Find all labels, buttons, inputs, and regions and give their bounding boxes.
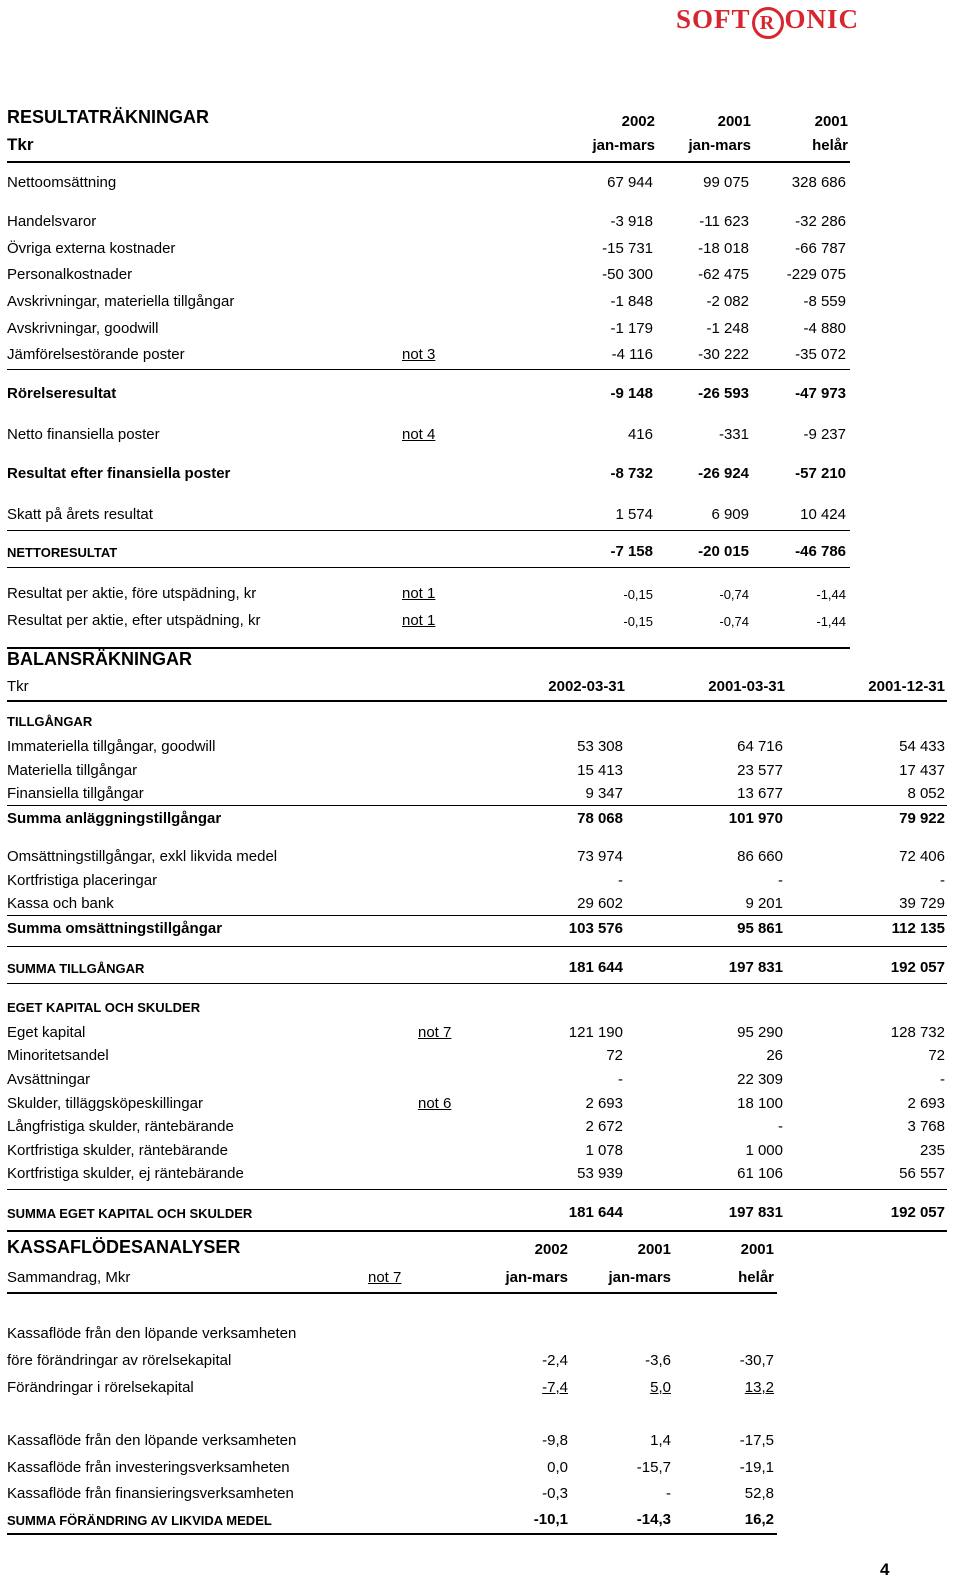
row-value: 64 716: [737, 738, 783, 755]
cashflow-header-rule: [7, 1292, 777, 1294]
row-value: -: [940, 872, 945, 889]
row-value: 54 433: [899, 738, 945, 755]
row-value: 17 437: [899, 762, 945, 779]
row-value: 3 768: [907, 1118, 945, 1135]
row-value: 9 347: [585, 785, 623, 802]
row-label: Skulder, tilläggsköpeskillingar: [7, 1095, 203, 1112]
row-label: Kassaflöde från den löpande verksamheten: [7, 1432, 297, 1449]
row-value: -26 593: [698, 385, 749, 402]
row-value: 26: [766, 1047, 783, 1064]
row-value: -18 018: [698, 240, 749, 257]
row-label: Rörelseresultat: [7, 385, 117, 402]
row-value: -1 848: [610, 293, 653, 310]
row-value: -26 924: [698, 465, 749, 482]
row-label: Avskrivningar, materiella tillgångar: [7, 293, 235, 310]
balance-rule: [7, 915, 947, 916]
row-value: 0,0: [547, 1459, 568, 1476]
row-label: Kortfristiga placeringar: [7, 872, 158, 889]
row-label: före förändringar av rörelsekapital: [7, 1352, 232, 1369]
row-label: SUMMA EGET KAPITAL OCH SKULDER: [7, 1206, 253, 1221]
row-value: 53 939: [577, 1165, 623, 1182]
row-value: 5,0: [650, 1379, 671, 1396]
row-value: -17,5: [739, 1432, 774, 1449]
logo-text-left: SOFT: [676, 4, 751, 34]
note-link-4[interactable]: not 4: [402, 426, 436, 443]
cashflow-col2-year: 2001: [637, 1241, 671, 1258]
row-value: -0,15: [623, 614, 653, 629]
row-label: Materiella tillgångar: [7, 762, 138, 779]
row-value: 103 576: [568, 920, 623, 937]
row-label: Immateriella tillgångar, goodwill: [7, 738, 216, 755]
row-value: -7,4: [542, 1379, 568, 1396]
income-title: RESULTATRÄKNINGAR: [7, 107, 209, 127]
income-col1-year: 2002: [621, 113, 655, 130]
row-label: Summa omsättningstillgångar: [7, 920, 223, 937]
row-label: Finansiella tillgångar: [7, 785, 144, 802]
row-value: 1 574: [615, 506, 653, 523]
row-value: -4 116: [611, 346, 653, 363]
row-value: -47 973: [795, 385, 846, 402]
row-label: Resultat per aktie, före utspädning, kr: [7, 585, 257, 602]
balance-rule: [7, 805, 947, 806]
row-value: -1 248: [706, 320, 749, 337]
cashflow-row-heading: Kassaflöde från den löpande verksamheten: [7, 1325, 297, 1342]
row-value: 197 831: [728, 1204, 783, 1221]
cashflow-col1-year: 2002: [534, 1241, 568, 1258]
row-label: Kortfristiga skulder, ej räntebärande: [7, 1165, 244, 1182]
row-label: Skatt på årets resultat: [7, 506, 153, 523]
note-link-1[interactable]: not 1: [402, 612, 436, 629]
row-value: 181 644: [568, 959, 623, 976]
row-value: -: [778, 872, 783, 889]
income-col1-period: jan-mars: [592, 137, 655, 154]
row-value: -229 075: [786, 266, 846, 283]
row-value: 6 909: [711, 506, 749, 523]
note-link-7[interactable]: not 7: [418, 1024, 452, 1041]
row-value: 1,4: [650, 1432, 671, 1449]
row-value: 197 831: [728, 959, 783, 976]
row-value: 2 693: [585, 1095, 623, 1112]
row-value: -15 731: [602, 240, 653, 257]
cashflow-col2-period: jan-mars: [608, 1269, 671, 1286]
row-label: Handelsvaror: [7, 213, 97, 230]
row-value: -: [778, 1118, 783, 1135]
row-value: -2 082: [706, 293, 749, 310]
row-value: -7 158: [610, 543, 653, 560]
row-value: 13,2: [744, 1379, 774, 1396]
row-value: -11 623: [699, 213, 749, 230]
cashflow-subtitle: Sammandrag, Mkr: [7, 1269, 131, 1286]
row-label: Jämförelsestörande poster: [7, 346, 185, 363]
balance-rule: [7, 946, 947, 947]
balance-col1-date: 2002-03-31: [548, 678, 625, 695]
row-value: -1 179: [610, 320, 653, 337]
row-label: Omsättningstillgångar, exkl likvida medel: [7, 848, 278, 865]
row-value: 95 861: [737, 920, 783, 937]
row-value: -9,8: [542, 1432, 568, 1449]
row-label: Förändringar i rörelsekapital: [7, 1379, 194, 1396]
row-value: -15,7: [636, 1459, 671, 1476]
row-label: SUMMA FÖRÄNDRING AV LIKVIDA MEDEL: [7, 1513, 272, 1528]
balance-unit: Tkr: [7, 678, 29, 695]
row-value: 192 057: [890, 959, 945, 976]
balance-rule: [7, 1189, 947, 1190]
cashflow-col3-period: helår: [738, 1269, 774, 1286]
logo-ring-letter: R: [752, 7, 784, 39]
balance-title: BALANSRÄKNINGAR: [7, 649, 192, 669]
row-label: Nettoomsättning: [7, 174, 117, 191]
row-value: 235: [919, 1142, 945, 1159]
row-label: Resultat per aktie, efter utspädning, kr: [7, 612, 261, 629]
balance-header-rule: [7, 700, 947, 702]
row-value: 72: [606, 1047, 623, 1064]
row-value: 79 922: [899, 810, 945, 827]
row-value: 128 732: [890, 1024, 945, 1041]
row-value: 10 424: [800, 506, 846, 523]
row-value: -: [618, 872, 623, 889]
row-label: Eget kapital: [7, 1024, 86, 1041]
row-value: -8 732: [610, 465, 653, 482]
row-value: -14,3: [636, 1511, 671, 1528]
row-value: -20 015: [698, 543, 749, 560]
row-value: -35 072: [795, 346, 846, 363]
row-value: 22 309: [737, 1071, 783, 1088]
row-value: -50 300: [602, 266, 653, 283]
softronic-logo: [676, 4, 859, 39]
row-value: 181 644: [568, 1204, 623, 1221]
row-label: Kortfristiga skulder, räntebärande: [7, 1142, 228, 1159]
row-value: -: [618, 1071, 623, 1088]
row-value: 95 290: [737, 1024, 783, 1041]
income-rule: [7, 369, 850, 370]
income-col2-year: 2001: [717, 113, 751, 130]
row-value: 121 190: [568, 1024, 623, 1041]
row-value: 53 308: [577, 738, 623, 755]
row-value: -19,1: [739, 1459, 774, 1476]
row-label: Avskrivningar, goodwill: [7, 320, 159, 337]
cashflow-col3-year: 2001: [740, 1241, 774, 1258]
row-value: -66 787: [795, 240, 846, 257]
row-value: 112 135: [891, 920, 945, 937]
row-value: 67 944: [607, 174, 653, 191]
row-value: -30 222: [698, 346, 749, 363]
row-value: 29 602: [577, 895, 623, 912]
row-value: -: [666, 1485, 671, 1502]
row-label: Övriga externa kostnader: [7, 240, 176, 257]
row-value: 1 078: [585, 1142, 623, 1159]
row-label: Långfristiga skulder, räntebärande: [7, 1118, 234, 1135]
row-value: 416: [627, 426, 653, 443]
row-value: 52,8: [744, 1485, 774, 1502]
row-value: -331: [718, 426, 749, 443]
cashflow-bottom-rule: [7, 1533, 777, 1535]
row-label: Minoritetsandel: [7, 1047, 109, 1064]
note-link-1[interactable]: not 1: [402, 585, 436, 602]
row-label: NETTORESULTAT: [7, 545, 118, 560]
row-value: -1,44: [816, 614, 846, 629]
row-value: -30,7: [739, 1352, 774, 1369]
row-label: Netto finansiella poster: [7, 426, 160, 443]
row-value: 86 660: [737, 848, 783, 865]
income-col2-period: jan-mars: [688, 137, 751, 154]
logo-text-right: ONIC: [784, 4, 860, 34]
row-value: 16,2: [744, 1511, 774, 1528]
row-value: 72 406: [899, 848, 945, 865]
row-value: 101 970: [728, 810, 783, 827]
row-label: Personalkostnader: [7, 266, 133, 283]
row-value: -0,74: [719, 614, 749, 629]
row-label: Summa anläggningstillgångar: [7, 810, 222, 827]
row-value: 73 974: [577, 848, 623, 865]
row-label: Avsättningar: [7, 1071, 91, 1088]
row-label: Kassa och bank: [7, 895, 114, 912]
row-value: -0,3: [542, 1485, 568, 1502]
row-value: 99 075: [703, 174, 749, 191]
row-value: 61 106: [737, 1165, 783, 1182]
row-value: -3,6: [645, 1352, 671, 1369]
income-col3-period: helår: [812, 137, 848, 154]
balance-col2-date: 2001-03-31: [708, 678, 785, 695]
note-link-7[interactable]: not 7: [368, 1269, 402, 1286]
row-value: -10,1: [533, 1511, 568, 1528]
balance-col3-date: 2001-12-31: [868, 678, 945, 695]
row-value: 15 413: [577, 762, 623, 779]
row-value: 18 100: [737, 1095, 783, 1112]
row-value: 328 686: [791, 174, 846, 191]
page-number: 4: [880, 1560, 890, 1579]
row-value: 23 577: [737, 762, 783, 779]
balance-bottom-rule: [7, 1230, 947, 1232]
row-value: -57 210: [795, 465, 846, 482]
row-label: Kassaflöde från investeringsverksamheten: [7, 1459, 290, 1476]
row-value: -9 237: [803, 426, 846, 443]
row-value: -46 786: [795, 543, 846, 560]
row-label: Resultat efter finansiella poster: [7, 465, 231, 482]
row-value: 72: [928, 1047, 945, 1064]
row-value: -1,44: [816, 587, 846, 602]
income-rule: [7, 567, 850, 568]
row-value: -3 918: [610, 213, 653, 230]
row-value: -9 148: [610, 385, 653, 402]
row-value: -0,74: [719, 587, 749, 602]
row-value: 13 677: [737, 785, 783, 802]
income-unit: Tkr: [7, 135, 34, 154]
row-value: -0,15: [623, 587, 653, 602]
row-value: 1 000: [745, 1142, 783, 1159]
row-value: 8 052: [907, 785, 945, 802]
cashflow-col1-period: jan-mars: [505, 1269, 568, 1286]
note-link-3[interactable]: not 3: [402, 346, 436, 363]
row-label: SUMMA TILLGÅNGAR: [7, 961, 145, 976]
row-value: -62 475: [698, 266, 749, 283]
row-value: -8 559: [803, 293, 846, 310]
income-col3-year: 2001: [814, 113, 848, 130]
row-value: -: [940, 1071, 945, 1088]
row-value: 39 729: [899, 895, 945, 912]
row-label: Kassaflöde från finansieringsverksamheten: [7, 1485, 294, 1502]
cashflow-title: KASSAFLÖDESANALYSER: [7, 1237, 241, 1257]
row-value: 2 672: [585, 1118, 623, 1135]
row-value: -32 286: [795, 213, 846, 230]
balance-rule: [7, 983, 947, 984]
balance-equity-heading: EGET KAPITAL OCH SKULDER: [7, 1000, 201, 1015]
row-value: 2 693: [907, 1095, 945, 1112]
income-header-rule: [7, 161, 850, 163]
note-link-6[interactable]: not 6: [418, 1095, 452, 1112]
row-value: 56 557: [899, 1165, 945, 1182]
row-value: 78 068: [577, 810, 623, 827]
row-value: 192 057: [890, 1204, 945, 1221]
balance-assets-heading: TILLGÅNGAR: [7, 714, 93, 729]
income-rule: [7, 530, 850, 531]
row-value: -2,4: [542, 1352, 568, 1369]
row-value: 9 201: [745, 895, 783, 912]
row-value: -4 880: [803, 320, 846, 337]
